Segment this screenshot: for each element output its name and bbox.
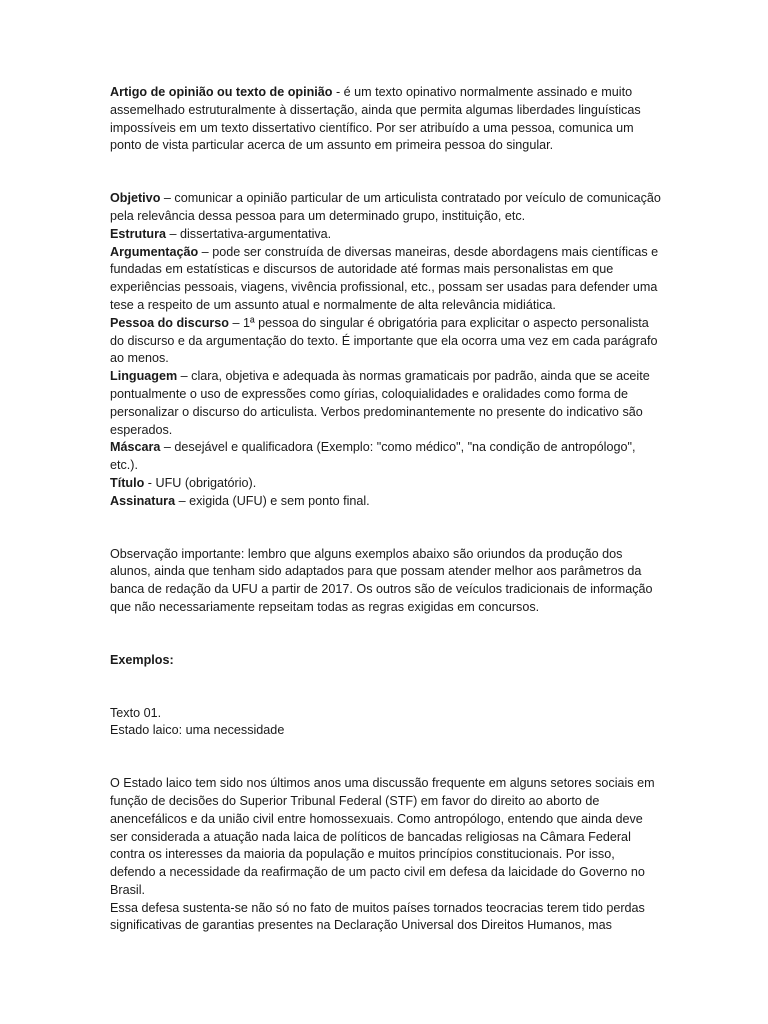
definition-text: – exigida (UFU) e sem ponto final. <box>175 493 370 508</box>
intro-text: - é um texto opinativo normalmente assinado e muito assemelhado estruturalmente à dissertação, ainda que permita algumas liberdades linguísticas impossíveis em um texto dissertativo científico. Por ser atribuído a uma pessoa, comunica um ponto de vista particular acerca de um assunto em primeira pessoa do singular. <box>110 85 641 153</box>
definition-linguagem <box>110 368 662 439</box>
definition-term: Objetivo <box>110 191 161 206</box>
spacer <box>110 511 662 546</box>
definition-assinatura <box>110 493 662 511</box>
definition-term: Assinatura <box>110 493 176 508</box>
definition-term: Máscara <box>110 440 161 455</box>
definition-titulo <box>110 475 662 493</box>
definition-text: - UFU (obrigatório). <box>144 475 257 490</box>
definition-text: – clara, objetiva e adequada às normas gramaticais por padrão, ainda que se aceite pontualmente o uso de expressões como gírias, coloquialidades e oralidades como forma de personalizar o discurso do articulista. Verbos predominantemente no presente do indicativo são esperados. <box>110 369 650 437</box>
definition-mascara <box>110 439 662 475</box>
example-paragraph: Essa defesa sustenta-se não só no fato de muitos países tornados teocracias terem tido perdas significativas de garantias presentes na Declaração Universal dos Direitos Humanos, mas <box>110 900 645 933</box>
definition-estrutura <box>110 226 662 244</box>
document-body <box>110 84 662 935</box>
definition-pessoa-do-discurso <box>110 315 662 368</box>
definition-argumentacao <box>110 244 662 315</box>
spacer <box>110 740 662 775</box>
note-paragraph: Observação importante: lembro que alguns exemplos abaixo são oriundos da produção dos alunos, ainda que tenham sido adaptados para que possam atender melhor aos parâmetros da banca de redação da UFU a partir de 2017. Os outros são de veículos tradicionais de informação que não necessariamente repseitam todas as regras exigidas em concursos. <box>110 546 653 614</box>
example-paragraph: O Estado laico tem sido nos últimos anos uma discussão frequente em alguns setores sociais em função de decisões do Superior Tribunal Federal (STF) em favor do direito ao aborto de anencefálicos e da união civil entre homossexuais. Como antropólogo, entendo que ainda deve ser considerada a atuação nada laica de políticos de bancadas religiosas na Câmara Federal contra os interesses da maioria da população e muitos princípios constitucionais. Por isso, defendo a necessidade da reafirmação de um pacto civil em defesa da laicidade do Governo no Brasil. <box>110 776 655 897</box>
definition-text: – 1ª pessoa do singular é obrigatória para explicitar o aspecto personalista do discurso e da argumentação do texto. É importante que ela ocorra uma vez em cada parágrafo ao menos. <box>110 315 658 366</box>
example-label: Texto 01. <box>110 705 162 720</box>
spacer <box>110 670 662 705</box>
definition-text: – dissertativa-argumentativa. <box>165 226 332 241</box>
definition-term: Título <box>110 475 145 490</box>
definition-text: – pode ser construída de diversas maneiras, desde abordagens mais científicas e fundadas em estatísticas e discursos de autoridade até formas mais personalistas em que experiências pessoais, viagens, vivência profissional, etc., possam ser usadas para defender uma tese a respeito de um assunto atual e normalmente de alta relevância midiática. <box>110 244 659 312</box>
spacer <box>110 617 662 652</box>
intro-paragraph <box>110 84 662 155</box>
definition-term: Linguagem <box>110 369 178 384</box>
definition-objetivo <box>110 190 662 226</box>
spacer <box>110 155 662 190</box>
definition-term: Argumentação <box>110 244 199 259</box>
definition-text: – comunicar a opinião particular de um articulista contratado por veículo de comunicação pela relevância dessa pessoa para um determinado grupo, instituição, etc. <box>110 191 661 223</box>
intro-term: Artigo de opinião ou texto de opinião <box>110 85 333 99</box>
definition-term: Pessoa do discurso <box>110 315 229 330</box>
definition-term: Estrutura <box>110 226 166 241</box>
definition-text: – desejável e qualificadora (Exemplo: "como médico", "na condição de antropólogo", etc.). <box>110 440 636 473</box>
example-title: Estado laico: uma necessidade <box>110 723 285 738</box>
examples-heading: Exemplos: <box>110 652 174 667</box>
